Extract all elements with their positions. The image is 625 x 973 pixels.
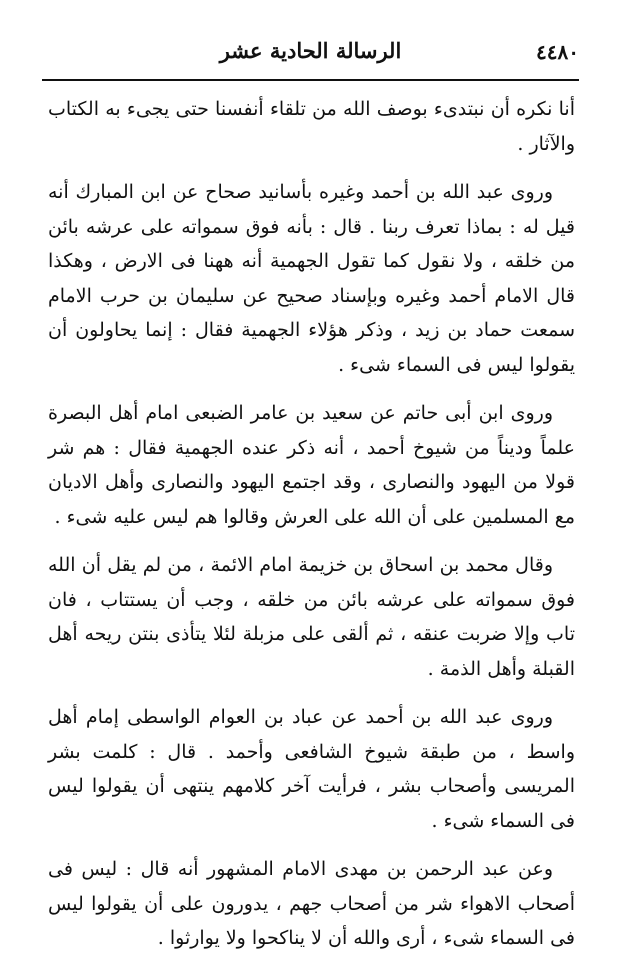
paragraph: وروى عبد الله بن أحمد وغيره بأسانيد صحاح عن ابن المبارك أنه قيل له : بماذا تعرف ربنا . قال : بأنه فوق سمواته على عرشه بائن من خلقه ، ولا نقول كما تقول الجهمية أنه ههنا فى الارض ، وهكذا قال الامام أحمد وغيره وبإسناد صحيح عن سليمان بن حرب الامام سمعت حماد بن زيد ، وذكر هؤلاء الجهمية فقال : إنما يحاولون أن يقولوا ليس فى السماء شىء . [48,181,575,376]
page-number: ٤٤٨٠ [536,40,579,64]
paragraph: أنا نكره أن نبتدىء بوصف الله من تلقاء أنفسنا حتى يجىء به الكتاب والآثار . [48,98,575,155]
paragraph: وروى عبد الله بن أحمد عن عباد بن العوام الواسطى إمام أهل واسط ، من طبقة شيوخ الشافعى وأحمد . قال : كلمت بشر المريسى وأصحاب بشر ، فرأيت آخر كلامهم ينتهى أن يقولوا ليس فى السماء شىء . [48,706,575,832]
paragraph: وعن عبد الرحمن بن مهدى الامام المشهور أنه قال : ليس فى أصحاب الاهواء شر من أصحاب جهم ، يدورون على أن يقولوا ليس فى السماء شىء ، أرى والله أن لا يناكحوا ولا يوارثوا . [48,858,575,949]
paragraph: وقال محمد بن اسحاق بن خزيمة امام الائمة ، من لم يقل أن الله فوق سمواته على عرشه بائن من خلقه ، وجب أن يستتاب ، فان تاب وإلا ضربت عنقه ، ثم ألقى على مزبلة لئلا يتأذى بنتن ريحه أهل القبلة وأهل الذمة . [48,554,575,680]
running-title: الرسالة الحادية عشر [219,38,402,63]
paragraph: وروى ابن أبى حاتم عن سعيد بن عامر الضبعى امام أهل البصرة علماً وديناً من شيوخ أحمد ، أنه ذكر عنده الجهمية فقال : هم شر قولا من اليهود والنصارى ، وقد اجتمع اليهود والنصارى وأهل الاديان مع المسلمين على أن الله على العرش وقالوا هم ليس عليه شىء . [48,402,575,528]
body-text [48,92,575,970]
page-header [42,32,579,72]
header-rule [42,79,579,81]
